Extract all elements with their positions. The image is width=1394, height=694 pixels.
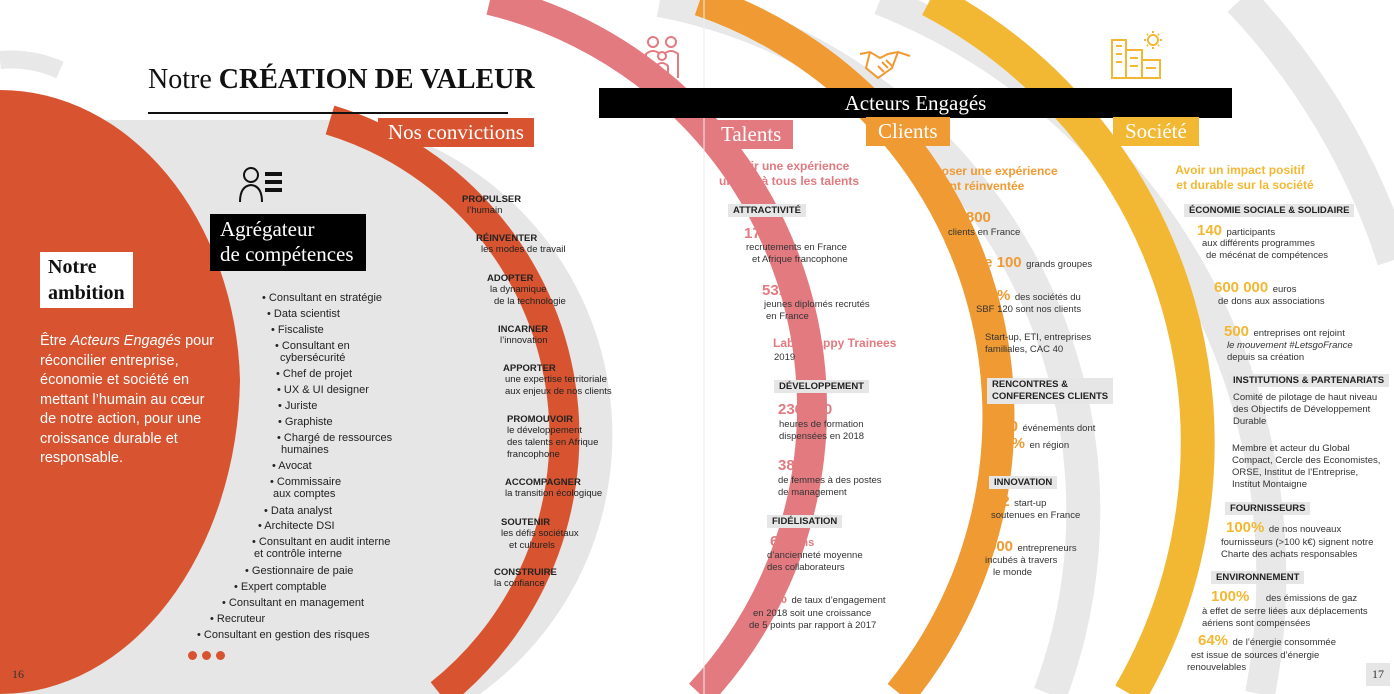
conviction-item: RÉINVENTER les modes de travail: [476, 233, 566, 255]
tab-talents: Talents: [709, 120, 793, 149]
job-item: • Fiscaliste: [271, 324, 324, 336]
stat-number: 1700: [744, 225, 778, 242]
job-item: cybersécurité: [280, 352, 346, 364]
talents-heading: Offrir une expérience unique à tous les talents: [718, 159, 860, 188]
job-item: • UX & UI designer: [277, 384, 369, 396]
stat-line: 200 événements dont: [993, 418, 1096, 435]
section-label: INNOVATION: [989, 476, 1057, 489]
job-item: humaines: [281, 444, 329, 456]
section-label: ÉCONOMIE SOCIALE & SOLIDAIRE: [1184, 204, 1354, 217]
stat-line: 75% de taux d’engagement: [757, 590, 886, 607]
stat-line: + de 100 grands groupes: [962, 254, 1093, 271]
stat-number: 6,2 ans: [770, 533, 815, 550]
page-number-left: 16: [12, 667, 24, 681]
building-sun-icon: [1108, 30, 1164, 80]
job-item: • Chef de projet: [276, 368, 353, 380]
job-item: et contrôle interne: [254, 548, 343, 560]
page-title: Notre CRÉATION DE VALEUR: [148, 64, 535, 95]
stat-text: en 2018 soit une croissance de 5 points par rapport à 2017: [749, 608, 877, 631]
clients-heading: Proposer une expérience client réinventée: [914, 164, 1058, 193]
handshake-icon: [858, 44, 912, 82]
stat-line: 100% des émissions de gaz: [1211, 588, 1358, 605]
conviction-item: INCARNER l’innovation: [498, 324, 549, 346]
stat-text: fournisseurs (>100 k€) signent notre Charte des achats responsables: [1221, 537, 1374, 560]
stat-number: Label Happy Trainees: [773, 336, 897, 350]
job-item: • Consultant en management: [222, 597, 365, 609]
conviction-item: CONSTRUIRE la confiance: [494, 567, 557, 589]
acteurs-engages-banner: Acteurs Engagés: [599, 88, 1232, 118]
stat-text: jeunes diplomés recrutés en France: [764, 299, 870, 322]
stat-text: est issue de sources d’énergie renouvelables: [1187, 650, 1320, 673]
section-label: FOURNISSEURS: [1225, 502, 1310, 515]
ambition-label: Notre ambition: [40, 252, 133, 308]
job-item: • Commissaire: [270, 476, 342, 488]
aggregateur-title: Agrégateur de compétences: [210, 214, 366, 271]
section-label: DÉVELOPPEMENT: [774, 380, 869, 393]
job-item: • Consultant en audit interne: [252, 536, 391, 548]
conviction-item: ACCOMPAGNER la transition écologique: [505, 477, 603, 499]
job-item: • Data scientist: [267, 308, 340, 320]
stat-number: 25 800: [945, 209, 991, 226]
job-item: • Data analyst: [264, 505, 333, 517]
stat-line: 140 participants: [1197, 222, 1276, 239]
person-list-icon: [238, 166, 284, 204]
stat-line: 100% des sociétés du: [972, 287, 1081, 304]
job-item: • Gestionnaire de paie: [245, 565, 354, 577]
stat-line: 64% de l’énergie consommée: [1198, 632, 1336, 649]
stat-line: 50% en région: [995, 435, 1070, 452]
stat-text: à effet de serre liées aux déplacements aériens sont compensées: [1202, 606, 1368, 629]
societe-heading: Avoir un impact positif et durable sur la société: [1175, 163, 1314, 192]
stat-text: incubés à travers le monde: [985, 555, 1058, 578]
stat-text: aux différents programmes de mécénat de compétences: [1202, 238, 1328, 261]
page-number-right: 17: [1366, 663, 1390, 686]
section-label: RENCONTRES & CONFERENCES CLIENTS: [987, 378, 1113, 404]
section-label: ENVIRONNEMENT: [1211, 571, 1304, 584]
section-label: FIDÉLISATION: [767, 515, 842, 528]
ambition-text: Être Acteurs Engagés pour réconcilier entreprise, économie et société en mettant l’humain au cœur de notre action, pour une croissance durable et responsable.: [40, 333, 215, 466]
conviction-item: PROMOUVOIR le développement des talents en Afrique francophone: [507, 414, 599, 460]
tab-societe: Société: [1113, 117, 1199, 146]
stat-line: 600 000 euros: [1214, 279, 1297, 296]
stat-line: 900 entrepreneurs: [988, 538, 1077, 555]
decorative-dot: [216, 651, 225, 660]
stat-text: de dons aux associations: [1218, 296, 1325, 307]
job-item: • Graphiste: [278, 416, 333, 428]
job-item: • Consultant en stratégie: [262, 292, 383, 304]
stat-text: de femmes à des postes de management: [778, 475, 882, 498]
decorative-dot: [188, 651, 197, 660]
job-item: • Juriste: [278, 400, 318, 412]
convictions-tag: Nos convictions: [378, 118, 534, 147]
stat-number: 531: [762, 282, 788, 299]
job-item: • Architecte DSI: [258, 520, 335, 532]
job-item: • Avocat: [272, 460, 312, 472]
stat-text: le mouvement #LetsgoFrance depuis sa création: [1227, 340, 1353, 363]
stat-text: d’ancienneté moyenne des collaborateurs: [767, 550, 863, 573]
tab-clients: Clients: [866, 117, 950, 146]
conviction-item: PROPULSER l’humain: [462, 194, 522, 216]
stat-text: heures de formation dispensées en 2018: [779, 419, 865, 442]
section-label: INSTITUTIONS & PARTENARIATS: [1228, 374, 1389, 387]
family-icon: [643, 34, 681, 80]
stat-text: recrutements en France et Afrique francophone: [746, 242, 848, 265]
stat-text: Membre et acteur du Global Compact, Cercle des Economistes, ORSE, Institut de l’Entreprise, Institut Montaigne: [1232, 443, 1381, 490]
job-item: • Consultant en: [275, 340, 350, 352]
stat-line: 32 start-up: [993, 493, 1047, 510]
stat-text: SBF 120 sont nos clients: [976, 304, 1082, 315]
conviction-item: SOUTENIR les défis sociétaux et culturels: [501, 517, 579, 551]
conviction-item: APPORTER une expertise territoriale aux enjeux de nos clients: [503, 363, 612, 397]
job-item: • Consultant en gestion des risques: [197, 629, 370, 641]
stat-text: soutenues en France: [991, 510, 1081, 521]
stat-number: 236 000: [778, 401, 833, 418]
job-item: • Expert comptable: [234, 581, 327, 593]
stat-number: 38%: [778, 457, 809, 474]
decorative-dot: [202, 651, 211, 660]
job-item: aux comptes: [273, 488, 336, 500]
conviction-item: ADOPTER la dynamique de la technologie: [487, 273, 566, 307]
stat-line: 100% de nos nouveaux: [1226, 519, 1342, 536]
title-divider: [148, 112, 508, 114]
stat-line: 500 entreprises ont rejoint: [1224, 323, 1345, 340]
stat-text: Comité de pilotage de haut niveau des Objectifs de Développement Durable: [1233, 392, 1378, 427]
stat-text: Start-up, ETI, entreprises familiales, CAC 40: [985, 332, 1092, 355]
job-item: • Chargé de ressources: [277, 432, 393, 444]
stat-text: 2019: [774, 352, 796, 363]
job-item: • Recruteur: [210, 613, 266, 625]
stat-text: clients en France: [948, 227, 1021, 238]
section-label: ATTRACTIVITÉ: [728, 204, 806, 217]
